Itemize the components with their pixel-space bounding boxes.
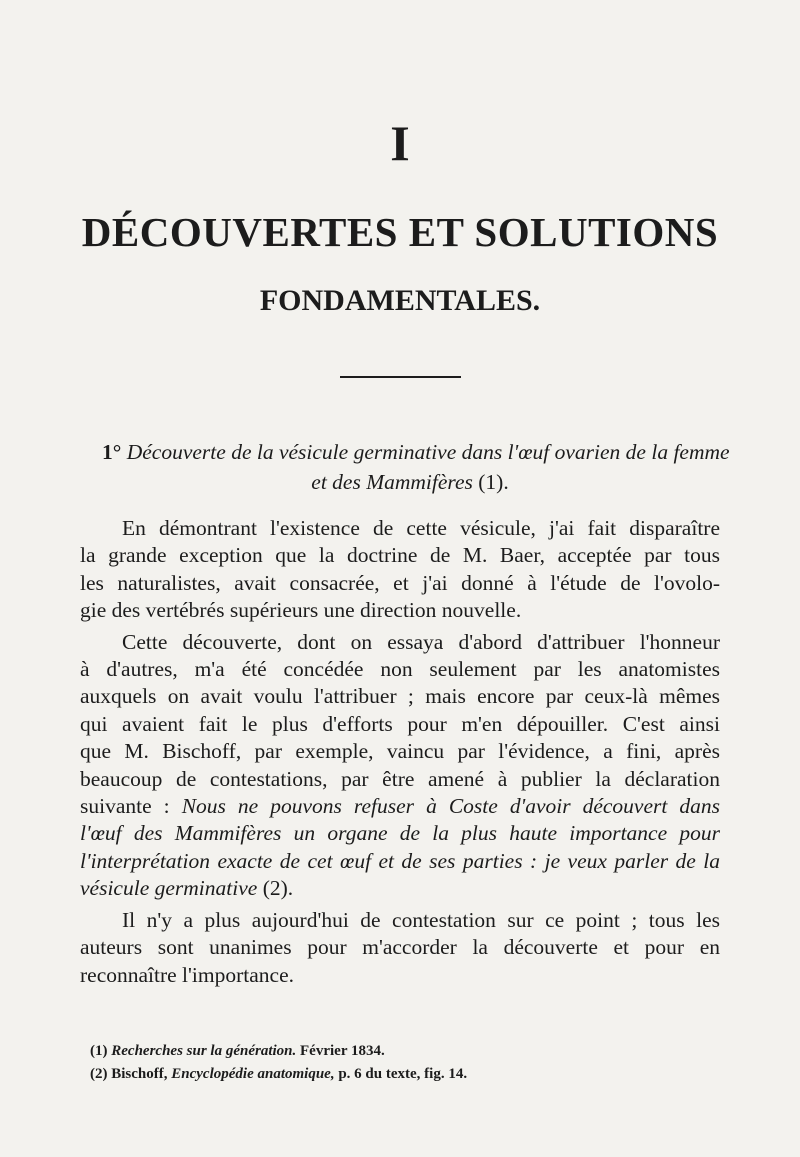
section-number: 1° [102,440,122,464]
section-heading-text2: et des Mammifères [311,470,473,494]
chapter-number: I [390,115,410,171]
footnote-ref-1: (1). [478,470,509,494]
footnote-number: (1) [90,1043,108,1059]
body-text [80,515,720,993]
quote-line: l'interprétation exacte de cet œuf et de ses parties : je veux parler de la [80,848,720,873]
text-line: qui avaient fait le plus d'efforts pour m'en dépouiller. C'est ainsi [80,711,720,736]
footnote-text: Février 1834. [300,1043,385,1059]
text-line: auxquels on avait voulu l'attribuer ; mais encore par ceux-là mêmes [80,684,720,709]
footnote-ref-2: (2). [262,876,294,901]
paragraph-2 [80,629,720,903]
text-line: que M. Bischoff, par exemple, vaincu par l'évidence, a fini, après [80,739,720,764]
text-line: reconnaître l'importance. [80,962,294,987]
text-line: beaucoup de contestations, par être amené à publier la déclaration [80,766,720,791]
footnotes [90,1040,730,1086]
footnote-number: (2) [90,1066,108,1082]
quote-line: l'œuf des Mammifères un organe de la plus haute importance pour [80,821,720,846]
quote-segment: Nous ne pouvons refuser à Coste d'avoir découvert dans [181,794,721,819]
title-divider [340,376,461,378]
text-line [80,793,720,820]
text-line: les naturalistes, avait consacrée, et j'ai donné à l'étude de l'ovolo- [80,570,720,595]
text-line [80,875,720,902]
chapter-subtitle: FONDAMENTALES. [259,284,541,317]
footnote-author: Bischoff, [111,1066,168,1082]
section-heading-line2 [102,467,718,497]
footnote-1 [90,1040,730,1063]
footnote-title: Encyclopédie anatomique, [171,1066,335,1082]
chapter-title: DÉCOUVERTES ET SOLUTIONS [81,209,719,255]
text-line: En démontrant l'existence de cette vésicule, j'ai fait disparaître [122,516,720,540]
section-heading-line1 [102,440,730,464]
quote-segment: vésicule germinative [80,876,258,901]
text-line: à d'autres, m'a été concédée non seulement par les anatomistes [80,657,720,682]
section-heading [102,437,730,497]
text-segment: suivante : [80,794,170,819]
section-heading-text1: Découverte de la vésicule germinative dans l'œuf ovarien de la femme [126,440,730,464]
paragraph-1 [80,515,720,625]
footnote-title: Recherches sur la génération. [111,1043,297,1059]
text-line: auteurs sont unanimes pour m'accorder la découverte et pour en [80,935,720,960]
text-line: la grande exception que la doctrine de M. Baer, acceptée par tous [80,543,720,568]
text-line: gie des vertébrés supérieurs une direction nouvelle. [80,598,522,623]
paragraph-3 [80,907,720,989]
footnote-2 [90,1063,730,1086]
text-line: Il n'y a plus aujourd'hui de contestation sur ce point ; tous les [122,907,720,932]
text-line: Cette découverte, dont on essaya d'abord d'attribuer l'honneur [122,629,720,654]
footnote-text: p. 6 du texte, fig. 14. [338,1066,468,1082]
